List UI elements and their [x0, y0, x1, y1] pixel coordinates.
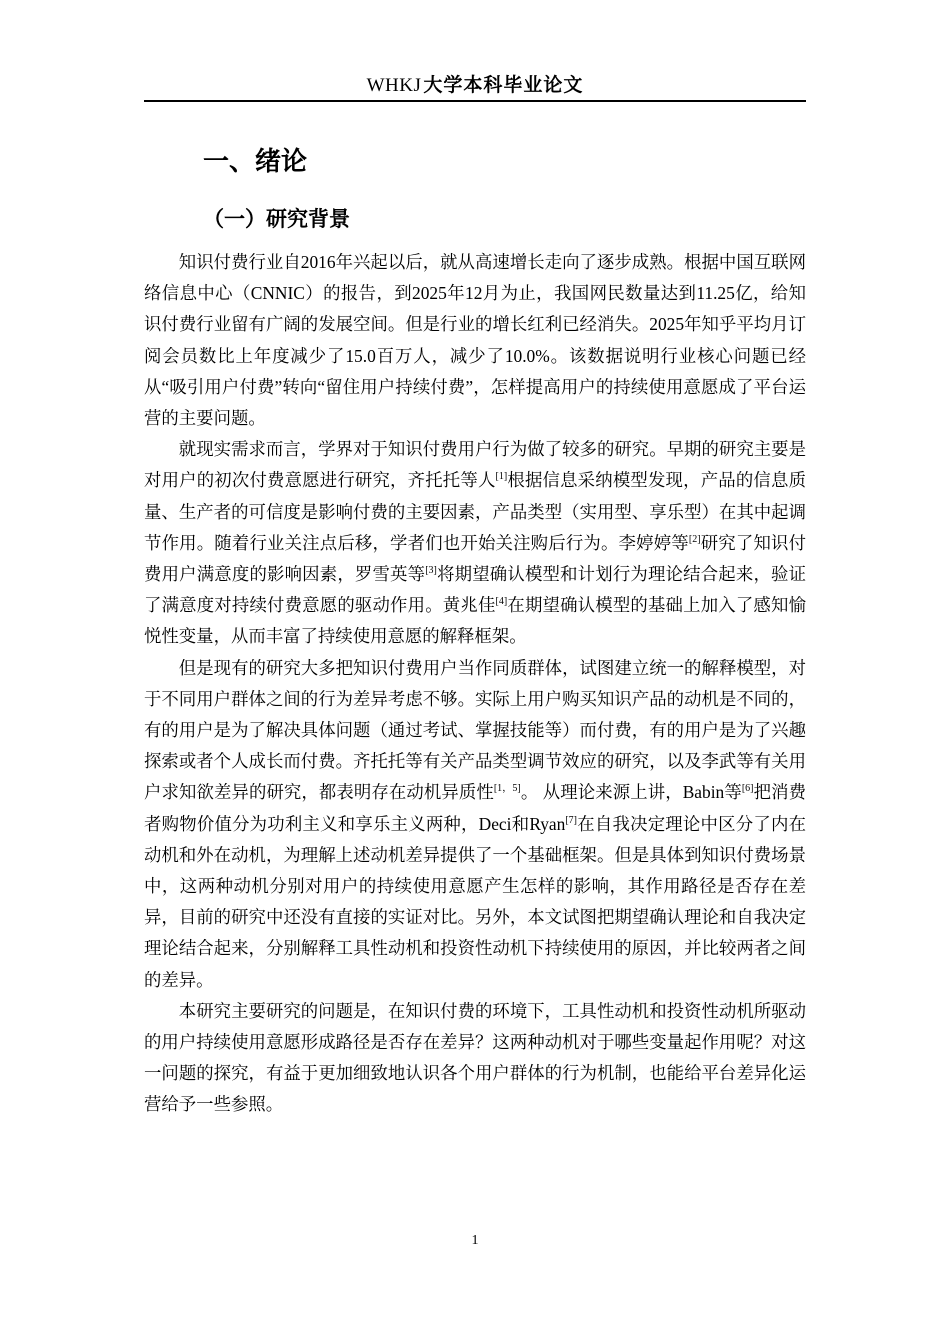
citation-marker: [7]	[565, 814, 578, 826]
paragraph-text: 但是现有的研究大多把知识付费用户当作同质群体，试图建立统一的解释模型，对于不同用户群体之间的行为差异考虑不够。实际上用户购买知识产品的动机是不同的，有的用户是为了解决具体问题（通过考试、掌握技能等）而付费，有的用户是为了兴趣探索或者个人成长而付费。齐托托等有关产品类型调节效应的研究，以及李武等有关用户求知欲差异的研究，都表明存在动机异质性	[144, 657, 806, 803]
citation-marker: [1，5]	[493, 783, 521, 795]
citation-marker: [3]	[425, 565, 437, 577]
paragraph-text: 本研究主要研究的问题是，在知识付费的环境下，工具性动机和投资性动机所驱动的用户持续使用意愿形成路径是否存在差异？这两种动机对于哪些变量起作用呢？对这一问题的探究，有益于更加细致地认识各个用户群体的行为机制，也能给平台差异化运营给予一些参照。	[144, 1000, 806, 1115]
paragraph-text: 就现实需求而言，学界对于知识付费用户行为做了较多的研究。早期的研究主要是对用户的初次付费意愿进行研究，齐托托等人	[144, 439, 806, 491]
citation-marker: [4]	[495, 596, 508, 608]
paragraph-4	[144, 996, 806, 1121]
paragraph-text: 在自我决定理论中区分了内在动机和外在动机，为理解上述动机差异提供了一个基础框架。但是具体到知识付费场景中，这两种动机分别对用户的持续使用意愿产生怎样的影响，其作用路径是否存在差异，目前的研究中还没有直接的实证对比。另外，本文试图把期望确认理论和自我决定理论结合起来，分别解释工具性动机和投资性动机下持续使用的原因，并比较两者之间的差异。	[144, 813, 806, 990]
paragraph-2	[144, 434, 806, 652]
citation-marker: [2]	[688, 533, 701, 545]
page-number: 1	[471, 1233, 479, 1248]
chapter-title: 一、绪论	[203, 147, 308, 177]
section-title: （一）研究背景	[203, 207, 350, 231]
running-header	[144, 70, 806, 102]
paragraph-text: 研究了知识付费用户满意度的影响因素，罗雪英等	[144, 532, 806, 585]
header-school-name: WHKJ	[366, 75, 422, 96]
paragraph-3	[144, 653, 806, 996]
header-thesis-title: 大学本科毕业论文	[423, 74, 584, 96]
citation-marker: [1]	[495, 471, 508, 483]
paragraph-text: 将期望确认模型和计划行为理论结合起来，验证了满意度对持续付费意愿的驱动作用。黄兆佳	[144, 564, 806, 616]
citation-marker: [6]	[741, 783, 754, 795]
paragraph-text: 知识付费行业自2016年兴起以后，就从高速增长走向了逐步成熟。根据中国互联网络信息中心（CNNIC）的报告，到2025年12月为止，我国网民数量达到11.25亿，给知识付费行业留有广阔的发展空间。但是行业的增长红利已经消失。2025年知乎平均月订阅会员数比上年度减少了15.0百万人，减少了10.0%。该数据说明行业核心问题已经从“吸引用户付费”转向“留住用户持续付费”，怎样提高用户的持续使用意愿成了平台运营的主要问题。	[144, 252, 806, 429]
paragraph-text: 根据信息采纳模型发现，产品的信息质量、生产者的可信度是影响付费的主要因素，产品类型（实用型、享乐型）在其中起调节作用。随着行业关注点后移，学者们也开始关注购后行为。李婷婷等	[144, 470, 806, 553]
paragraph-text: 把消费者购物价值分为功利主义和享乐主义两种，Deci和Ryan	[144, 782, 806, 834]
paragraph-text: 。 从理论来源上讲，Babin等	[520, 782, 742, 803]
paragraph-text: 在期望确认模型的基础上加入了感知愉悦性变量，从而丰富了持续使用意愿的解释框架。	[144, 595, 806, 647]
paragraph-1	[144, 247, 806, 434]
body-text	[144, 247, 806, 1121]
